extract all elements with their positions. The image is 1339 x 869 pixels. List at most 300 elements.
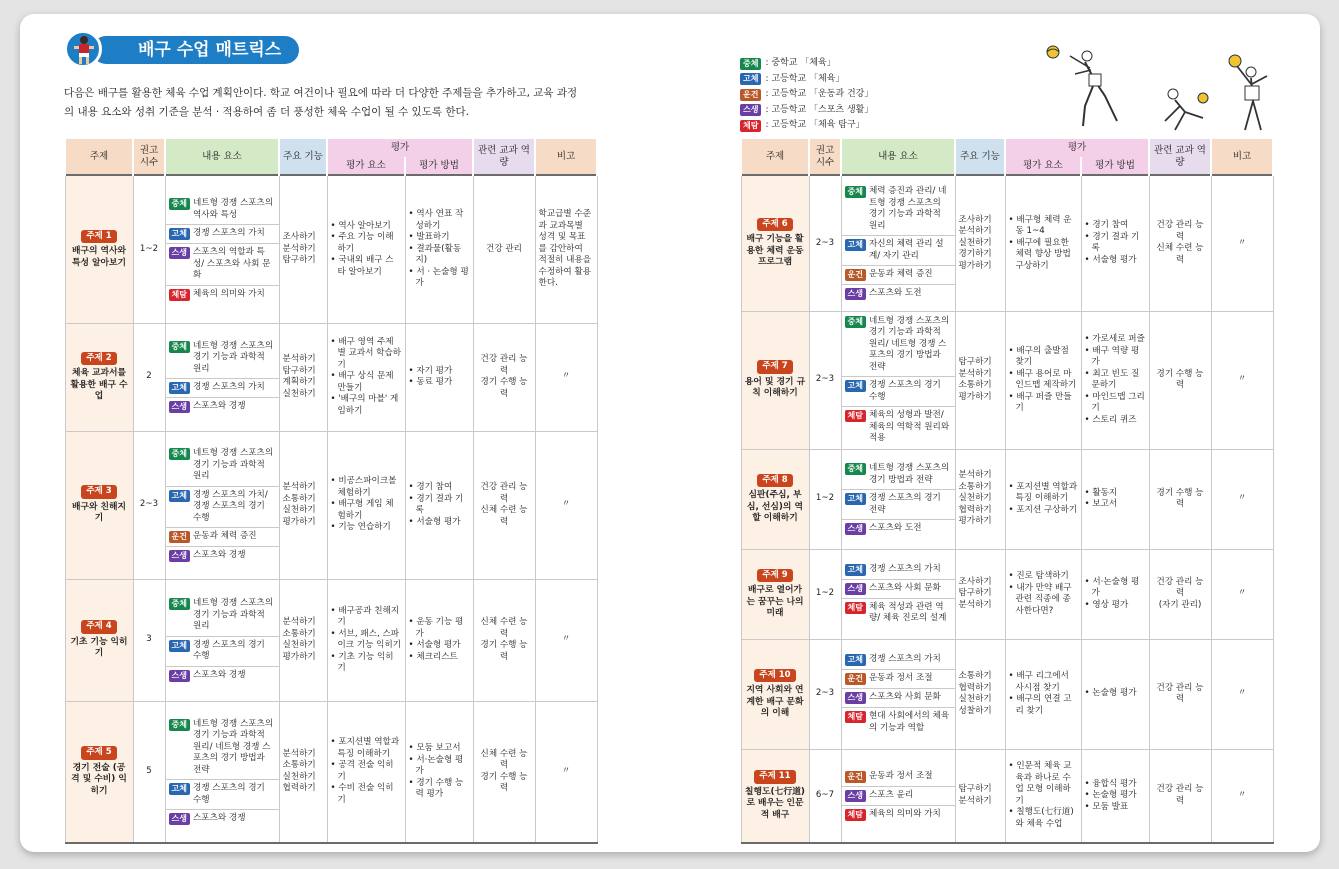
header-skills: 주요 기능: [279, 139, 327, 175]
header-evaluation: 평가: [327, 139, 473, 157]
topic-badge: 주제 7: [757, 360, 792, 374]
curriculum-chip: 운건: [845, 269, 866, 281]
content-cell: [165, 175, 279, 323]
eval-elements-list: [1009, 346, 1078, 415]
eval-methods-cell: [1081, 175, 1149, 311]
hours-cell: 2~3: [809, 175, 841, 311]
header-content: 내용 요소: [841, 139, 955, 175]
eval-methods-list: [409, 482, 470, 528]
eval-elements-cell: [327, 579, 405, 701]
skills-cell: 소통하기 협력하기 실천하기 성찰하기: [955, 639, 1005, 749]
content-item: [166, 667, 279, 685]
eval-elements-cell: [1005, 749, 1081, 843]
content-text: 스포츠와 경쟁: [192, 401, 246, 412]
header-competency: 관련 교과 역량: [473, 139, 535, 175]
list-item: • 배구에 필요한 체력 향상 방법 구상하기: [1009, 238, 1078, 273]
eval-methods-list: [1085, 220, 1146, 266]
content-text: 스포츠 윤리: [868, 789, 914, 800]
topic-cell: [65, 701, 133, 843]
list-item: • 경기 참여: [1085, 220, 1146, 232]
content-item: [842, 266, 955, 285]
eval-elements-cell: [1005, 311, 1081, 449]
list-item: • 배구 영역 주제별 교과서 학습하기: [331, 337, 402, 372]
eval-methods-cell: [405, 175, 473, 323]
curriculum-chip: 체탐: [169, 289, 190, 301]
legend-text: : 고등학교 「체육 탐구」: [765, 120, 865, 130]
curriculum-chip: 고체: [169, 783, 190, 795]
curriculum-chip: 중체: [845, 316, 866, 328]
content-text: 스포츠와 사회 문화: [868, 582, 941, 593]
content-cell: [841, 449, 955, 549]
eval-methods-cell: [405, 701, 473, 843]
header-topic: 주제: [741, 139, 809, 175]
matrix-table-right: [740, 139, 1274, 844]
legend-text: : 고등학교 「스포츠 생활」: [765, 104, 874, 115]
page-title: 배구 수업 매트릭스: [92, 36, 299, 64]
list-item: • 배구형 체력 운동 1~4: [1009, 215, 1078, 238]
notes-cell: 〃: [1211, 175, 1273, 311]
list-item: • 논술형 평가: [1085, 790, 1146, 802]
list-item: • 모둠 보고서: [409, 743, 470, 755]
curriculum-chip: 스생: [169, 813, 190, 825]
eval-elements-cell: [1005, 639, 1081, 749]
curriculum-chip: 중체: [169, 448, 190, 460]
content-item: [166, 547, 279, 565]
content-text: 스포츠와 경쟁: [192, 813, 246, 823]
topic-badge: 주제 9: [757, 569, 792, 583]
content-item: [166, 338, 279, 380]
notes-cell: 〃: [1211, 549, 1273, 639]
topic-cell: [741, 749, 809, 843]
competency-cell: 건강 관리: [473, 175, 535, 323]
list-item: • 배구공과 친해지기: [331, 606, 402, 629]
curriculum-chip: 스생: [169, 401, 190, 413]
content-item: [166, 716, 279, 781]
competency-cell: 신체 수련 능력 경기 수행 능력: [473, 701, 535, 843]
topic-badge: 주제 5: [81, 746, 116, 760]
eval-methods-cell: [405, 431, 473, 579]
content-cell: [841, 311, 955, 449]
hours-cell: 1~2: [809, 549, 841, 639]
eval-elements-cell: [1005, 549, 1081, 639]
topic-title: 칠행도(七行道)로 배우는 인문적 배구: [745, 786, 805, 820]
list-item: • 보고서: [1085, 499, 1146, 511]
topic-badge: 주제 4: [81, 620, 116, 634]
content-text: 네트형 경쟁 스포츠의 경기 기능과 과학적 원리/ 네트형 경쟁 스포츠의 경기 방법과 전략: [868, 315, 950, 372]
table-row: [741, 311, 1273, 449]
topic-badge: 주제 2: [81, 352, 116, 366]
list-item: • 융합식 평가: [1085, 779, 1146, 791]
content-text: 경쟁 스포츠의 가치: [868, 563, 941, 574]
list-item: • 진로 탐색하기: [1009, 571, 1078, 583]
content-text: 체육의 의미와 가치: [192, 288, 265, 299]
competency-cell: 건강 관리 능력 경기 수행 능력: [473, 323, 535, 431]
header-recommended-hours: 권고 시수: [809, 139, 841, 175]
list-item: • 활동지: [1085, 488, 1146, 500]
list-item: • 공격 전술 익히기: [331, 760, 402, 783]
curriculum-chip: 스생: [845, 692, 866, 704]
competency-cell: 건강 관리 능력: [1149, 639, 1211, 749]
curriculum-chip: 고체: [169, 228, 190, 240]
list-item: • '배구의 마블' 게임하기: [331, 394, 402, 417]
curriculum-chip: 고체: [169, 382, 190, 394]
content-cell: [165, 579, 279, 701]
hours-cell: 2~3: [809, 311, 841, 449]
content-item: [842, 708, 955, 737]
content-item: [166, 195, 279, 225]
volleyball-players-illustration: [1025, 26, 1285, 136]
competency-cell: 건강 관리 능력 (자기 관리): [1149, 549, 1211, 639]
content-text: 운동과 체력 증진: [192, 531, 257, 541]
header-notes: 비고: [1211, 139, 1273, 175]
topic-title: 경기 전술 (공격 및 수비) 익히기: [71, 762, 127, 796]
list-item: • 서술형 평가: [409, 640, 470, 652]
skills-cell: 탐구하기 분석하기 소통하기 평가하기: [955, 311, 1005, 449]
content-text: 네트형 경쟁 스포츠의 경기 기능과 과학적 원리: [192, 598, 274, 632]
legend-item: [740, 72, 873, 88]
eval-elements-list: [331, 606, 402, 675]
list-item: • 결과물(활동지): [409, 244, 470, 267]
table-row: [741, 639, 1273, 749]
notes-cell: 〃: [535, 323, 597, 431]
table-row: [741, 449, 1273, 549]
curriculum-chip: 고체: [169, 640, 190, 652]
content-text: 체육 적성과 관련 역량/ 체육 진로의 설계: [868, 601, 947, 623]
hours-cell: 2~3: [133, 431, 165, 579]
curriculum-legend: [740, 56, 873, 134]
eval-methods-cell: [1081, 449, 1149, 549]
topic-title: 배구와 친해지기: [71, 501, 127, 524]
notes-cell: 〃: [1211, 311, 1273, 449]
legend-item: [740, 118, 873, 134]
list-item: • 포지션 구상하기: [1009, 505, 1078, 517]
content-text: 네트형 경쟁 스포츠의 역사와 특성: [192, 198, 274, 220]
list-item: • 칠행도(七行道)와 체육 수업: [1009, 807, 1078, 830]
topic-title: 배구 기능을 활용한 체력 운동 프로그램: [746, 234, 804, 268]
content-text: 체력 증진과 관리/ 네트형 경쟁 스포츠의 경기 기능과 과학적 원리: [868, 186, 947, 231]
eval-elements-list: [331, 737, 402, 806]
list-item: • 영상 평가: [1085, 600, 1146, 612]
table-row: [741, 175, 1273, 311]
content-item: [842, 285, 955, 303]
content-item: [842, 768, 955, 787]
table-row: [65, 701, 597, 843]
competency-cell: 경기 수행 능력: [1149, 311, 1211, 449]
content-text: 네트형 경쟁 스포츠의 경기 기능과 과학적 원리/ 네트형 경쟁 스포츠의 경기 방법과 전략: [192, 718, 274, 775]
eval-methods-cell: [405, 323, 473, 431]
notes-cell: 〃: [1211, 749, 1273, 843]
notes-cell: 학교급별 수준과 교과목별 성격 및 목표를 감안하여 적절히 내용을 수정하여 활용한다.: [535, 175, 597, 323]
list-item: • 경기 결과 기록: [409, 494, 470, 517]
content-item: [166, 398, 279, 416]
content-item: [842, 651, 955, 670]
content-item: [842, 599, 955, 628]
hours-cell: 3: [133, 579, 165, 701]
header-content: 내용 요소: [165, 139, 279, 175]
content-text: 네트형 경쟁 스포츠의 경기 방법과 전략: [868, 463, 950, 485]
curriculum-chip: 고체: [169, 490, 190, 502]
list-item: • 배구 퍼즐 만들기: [1009, 392, 1078, 415]
curriculum-chip: 체탐: [845, 809, 866, 821]
content-text: 경쟁 스포츠의 경기 수행: [192, 639, 265, 662]
list-item: • 경기 결과 기록: [1085, 232, 1146, 255]
table-row: [65, 579, 597, 701]
eval-methods-cell: [1081, 311, 1149, 449]
content-text: 스포츠와 사회 문화: [868, 692, 941, 702]
competency-cell: 건강 관리 능력: [1149, 749, 1211, 843]
eval-methods-cell: [1081, 749, 1149, 843]
curriculum-chip: 중체: [169, 341, 190, 353]
topic-badge: 주제 3: [81, 485, 116, 499]
legend-text: : 중학교 「체육」: [765, 58, 836, 68]
eval-elements-cell: [1005, 449, 1081, 549]
curriculum-chip: 운건: [169, 531, 190, 543]
content-item: [166, 595, 279, 637]
notes-cell: 〃: [1211, 449, 1273, 549]
curriculum-chip: 체탐: [845, 711, 866, 723]
content-item: [166, 487, 279, 529]
curriculum-chip: 고체: [740, 73, 761, 85]
content-text: 스포츠와 도전: [868, 523, 922, 533]
header-topic: 주제: [65, 139, 133, 175]
eval-elements-list: [1009, 482, 1078, 517]
list-item: • 내가 만약 배구 관련 직종에 종사한다면?: [1009, 583, 1078, 618]
list-item: • 논술형 평가: [1085, 688, 1146, 700]
topic-title: 체육 교과서를 활용한 배구 수업: [70, 368, 128, 401]
header-eval-elements: 평가 요소: [327, 157, 405, 175]
competency-cell: 건강 관리 능력 신체 수련 능력: [1149, 175, 1211, 311]
table-row: [65, 431, 597, 579]
list-item: • 서술형 평가: [1085, 255, 1146, 267]
skills-cell: 조사하기 분석하기 실천하기 경기하기 평가하기: [955, 175, 1005, 311]
legend-text: : 고등학교 「운동과 건강」: [765, 89, 874, 99]
header-eval-methods: 평가 방법: [1081, 157, 1149, 175]
hours-cell: 6~7: [809, 749, 841, 843]
content-text: 네트형 경쟁 스포츠의 경기 기능과 과학적 원리: [192, 340, 274, 374]
content-text: 현대 사회에서의 체육의 기능과 역할: [868, 711, 950, 733]
curriculum-chip: 중체: [740, 58, 761, 70]
list-item: • 경기 참여: [409, 482, 470, 494]
curriculum-chip: 중체: [169, 598, 190, 610]
content-cell: [165, 431, 279, 579]
curriculum-chip: 체탐: [740, 120, 761, 132]
topic-cell: [65, 323, 133, 431]
competency-cell: 경기 수행 능력: [1149, 449, 1211, 549]
content-cell: [841, 549, 955, 639]
topic-cell: [741, 639, 809, 749]
content-item: [842, 689, 955, 708]
content-text: 자신의 체력 관리 설계/ 자기 관리: [868, 239, 944, 261]
curriculum-chip: 중체: [169, 198, 190, 210]
section-title: [64, 34, 332, 66]
competency-cell: 신체 수련 능력 경기 수행 능력: [473, 579, 535, 701]
hours-cell: 1~2: [809, 449, 841, 549]
content-text: 경쟁 스포츠의 가치/ 경쟁 스포츠의 경기 수행: [192, 489, 268, 523]
eval-elements-list: [331, 476, 402, 534]
content-item: [166, 637, 279, 667]
content-cell: [841, 749, 955, 843]
header-eval-elements: 평가 요소: [1005, 157, 1081, 175]
topic-title: 기초 기능 익히기: [70, 636, 128, 659]
list-item: • 역사 연표 작성하기: [409, 209, 470, 232]
list-item: • 배구 용어로 마인드맵 제작하기: [1009, 369, 1078, 392]
curriculum-chip: 고체: [845, 239, 866, 251]
content-item: [166, 225, 279, 244]
content-text: 경쟁 스포츠의 가치: [192, 228, 265, 238]
left-page: [64, 14, 619, 852]
eval-methods-list: [1085, 334, 1146, 426]
eval-methods-list: [409, 366, 470, 389]
topic-title: 지역 사회와 연계한 배구 문화의 이해: [746, 685, 804, 718]
matrix-table-left: [64, 139, 598, 844]
legend-item: [740, 56, 873, 72]
list-item: • 가로세로 퍼즐: [1085, 334, 1146, 346]
notes-cell: 〃: [535, 701, 597, 843]
table-row: [65, 323, 597, 431]
curriculum-chip: 체탐: [845, 602, 866, 614]
content-cell: [841, 639, 955, 749]
list-item: • 서브, 패스, 스파이크 기능 익히기: [331, 629, 402, 652]
curriculum-chip: 고체: [845, 380, 866, 392]
topic-badge: 주제 10: [754, 669, 795, 683]
eval-elements-list: [1009, 761, 1078, 830]
list-item: • 인문적 체육 교육과 하나로 수업 모형 이해하기: [1009, 761, 1078, 807]
eval-methods-list: [409, 743, 470, 801]
notes-cell: 〃: [535, 431, 597, 579]
content-text: 네트형 경쟁 스포츠의 경기 기능과 과학적 원리: [192, 448, 274, 481]
list-item: • 배구 역량 평가: [1085, 346, 1146, 369]
header-competency: 관련 교과 역량: [1149, 139, 1211, 175]
curriculum-chip: 스생: [169, 247, 190, 259]
hours-cell: 1~2: [133, 175, 165, 323]
content-cell: [165, 701, 279, 843]
list-item: • 기능 연습하기: [331, 522, 402, 534]
legend-item: [740, 87, 873, 103]
curriculum-chip: 스생: [169, 550, 190, 562]
header-evaluation: 평가: [1005, 139, 1149, 157]
list-item: • 배구의 연결 고리 찾기: [1009, 694, 1078, 717]
list-item: • 서술형 평가: [409, 517, 470, 529]
curriculum-chip: 운건: [845, 771, 866, 783]
eval-elements-cell: [327, 323, 405, 431]
skills-cell: 분석하기 소통하기 실천하기 평가하기: [279, 431, 327, 579]
content-item: [842, 490, 955, 520]
topic-title: 배구의 역사와 특성 알아보기: [71, 246, 127, 268]
curriculum-chip: 체탐: [845, 410, 866, 422]
hours-cell: 2~3: [809, 639, 841, 749]
content-cell: [165, 323, 279, 431]
curriculum-chip: 운건: [845, 673, 866, 685]
content-item: [842, 787, 955, 806]
list-item: • 자기 평가: [409, 366, 470, 378]
topic-badge: 주제 6: [757, 218, 792, 232]
topic-cell: [741, 449, 809, 549]
list-item: • 체크리스트: [409, 652, 470, 664]
list-item: • 운동 기능 평가: [409, 617, 470, 640]
topic-badge: 주제 11: [754, 770, 795, 784]
content-item: [842, 520, 955, 538]
list-item: • 배구 상식 문제 만들기: [331, 371, 402, 394]
list-item: • 수비 전술 익히기: [331, 783, 402, 806]
curriculum-chip: 스생: [845, 583, 866, 595]
content-item: [842, 806, 955, 824]
content-item: [842, 460, 955, 490]
content-text: 체육의 의미와 가치: [868, 808, 941, 819]
curriculum-chip: 중체: [845, 463, 866, 475]
eval-methods-list: [409, 617, 470, 663]
content-item: [166, 379, 279, 398]
curriculum-chip: 운건: [740, 89, 761, 101]
content-text: 운동과 체력 증진: [868, 269, 933, 280]
right-page: [740, 14, 1295, 852]
list-item: • 동료 평가: [409, 377, 470, 389]
eval-methods-cell: [405, 579, 473, 701]
curriculum-chip: 스생: [845, 523, 866, 535]
list-item: • 기초 기능 익히기: [331, 652, 402, 675]
list-item: • 주요 기능 이해하기: [331, 232, 402, 255]
legend-text: : 고등학교 「체육」: [765, 73, 845, 84]
list-item: • 비공스파이크볼 체험하기: [331, 476, 402, 499]
intro-paragraph: 다음은 배구를 활용한 체육 수업 계획안이다. 학교 여건이나 필요에 따라 더 다양한 주제들을 추가하고, 교육 과정의 내용 요소와 성취 기준을 분석 · 적용하여 좀 더 풍성한 체육 수업이 될 수 있도록 한다.: [64, 87, 578, 118]
table-row: [741, 749, 1273, 843]
table-row: [65, 175, 597, 323]
topic-badge: 주제 8: [757, 474, 792, 488]
content-text: 경쟁 스포츠의 경기 수행: [868, 380, 941, 402]
content-text: 경쟁 스포츠의 경기 전략: [868, 493, 941, 515]
list-item: • 마인드맵 그리기: [1085, 392, 1146, 415]
header-notes: 비고: [535, 139, 597, 175]
topic-badge: 주제 1: [81, 230, 116, 244]
topic-cell: [65, 431, 133, 579]
topic-cell: [65, 175, 133, 323]
topic-title: 배구로 열어가는 꿈꾸는 나의 미래: [746, 585, 804, 618]
eval-elements-cell: [1005, 175, 1081, 311]
eval-methods-list: [1085, 688, 1146, 700]
content-item: [842, 183, 955, 236]
header-recommended-hours: 권고 시수: [133, 139, 165, 175]
list-item: • 포지션별 역할과 특징 이해하기: [1009, 482, 1078, 505]
content-text: 스포츠의 역할과 특성/ 스포츠와 사회 문화: [192, 247, 271, 280]
list-item: • 국내외 배구 스타 알아보기: [331, 255, 402, 278]
content-item: [166, 286, 279, 304]
curriculum-chip: 스생: [169, 670, 190, 682]
list-item: • 배구 리그에서 사시점 찾기: [1009, 671, 1078, 694]
curriculum-chip: 고체: [845, 564, 866, 576]
skills-cell: 분석하기 탐구하기 계획하기 실천하기: [279, 323, 327, 431]
volleyball-player-icon: [64, 30, 102, 68]
topic-cell: [741, 311, 809, 449]
eval-elements-cell: [327, 701, 405, 843]
content-item: [842, 236, 955, 266]
content-item: [166, 810, 279, 828]
eval-methods-list: [1085, 577, 1146, 612]
topic-cell: [741, 549, 809, 639]
eval-elements-list: [331, 337, 402, 418]
topic-title: 심판(주심, 부심, 선심)의 역할 이해하기: [747, 490, 803, 523]
table-row: [741, 549, 1273, 639]
content-text: 경쟁 스포츠의 가치: [192, 382, 265, 393]
content-item: [842, 580, 955, 599]
notes-cell: 〃: [1211, 639, 1273, 749]
topic-title: 용어 및 경기 규칙 이해하기: [744, 376, 806, 399]
skills-cell: 분석하기 소통하기 실천하기 협력하기: [279, 701, 327, 843]
topic-cell: [741, 175, 809, 311]
list-item: • 최고 빈도 질문하기: [1085, 369, 1146, 392]
competency-cell: 건강 관리 능력 신체 수련 능력: [473, 431, 535, 579]
list-item: • 경기 수행 능력 평가: [409, 778, 470, 801]
content-item: [166, 528, 279, 547]
list-item: • 배구의 출발점 찾기: [1009, 346, 1078, 369]
